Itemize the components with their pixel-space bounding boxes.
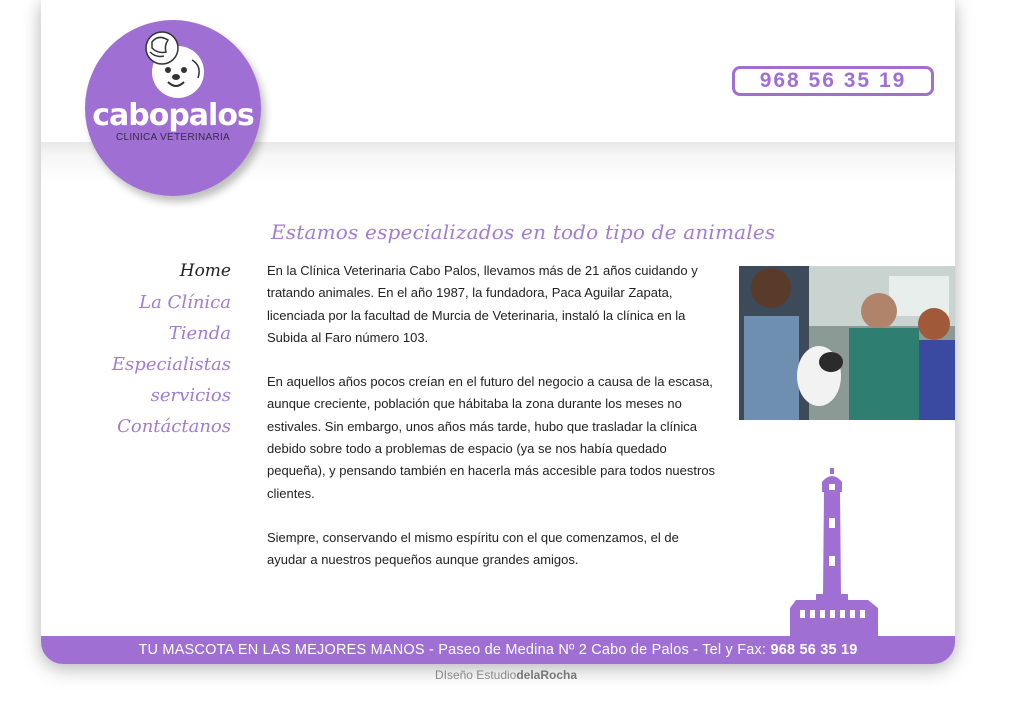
nav-item-servicios[interactable]: servicios	[150, 385, 231, 406]
nav-item-especialistas[interactable]: Especialistas	[111, 354, 231, 375]
nav-item-home[interactable]: Home	[179, 261, 231, 281]
logo[interactable]	[85, 20, 261, 196]
content-paragraph: En la Clínica Veterinaria Cabo Palos, llevamos más de 21 años cuidando y tratando animales. En el año 1987, la fundadora, Paca Aguilar Zapata, licenciada por la facultad de Murcia de Veterinaria, instaló la clínica en la Subida al Faro número 103.	[267, 263, 698, 345]
logo-subtitle: CLINICA VETERINARIA	[115, 132, 231, 143]
design-credit[interactable]	[0, 668, 1012, 682]
lighthouse-icon	[786, 468, 882, 636]
clinic-photo	[739, 266, 955, 420]
content-paragraph: Siempre, conservando el mismo espíritu con el que comenzamos, el de ayudar a nuestros pequeños aunque grandes amigos.	[267, 529, 679, 568]
page-headline: Estamos especializados en todo tipo de animales	[271, 220, 776, 244]
nav-item-contactanos[interactable]: Contáctanos	[117, 416, 231, 437]
header-phone: 968 56 35 19	[732, 66, 934, 96]
veterinarians-photo-image	[739, 266, 955, 420]
credit-brand: delaRocha	[516, 668, 578, 682]
content-paragraph: En aquellos años pocos creían en el futuro del negocio a causa de la escasa, aunque creciente, población que hábitaba la zona durante los meses no estivales. Sin embargo, unos años más tarde, hubo que trasladar la clínica debido sobre todo a problemas de espacio (ya se nos había quedado pequeña), y pensando también en hacerla más accesible para todos nuestros clientes.	[267, 374, 716, 501]
main-content	[267, 260, 717, 594]
page-container	[41, 0, 955, 664]
main-nav	[101, 256, 231, 442]
footer-bar	[41, 636, 955, 664]
footer-text: TU MASCOTA EN LAS MEJORES MANOS - Paseo de Medina Nº 2 Cabo de Palos - Tel y Fax:	[138, 642, 767, 658]
nav-item-tienda[interactable]: Tienda	[168, 323, 231, 344]
footer-phone: 968 56 35 19	[770, 642, 858, 658]
dog-logo-icon	[138, 30, 208, 102]
nav-item-la-clinica[interactable]: La Clínica	[139, 292, 231, 313]
credit-prefix: DIseño Estudio	[434, 668, 517, 682]
logo-name: cabopalos	[92, 98, 254, 133]
